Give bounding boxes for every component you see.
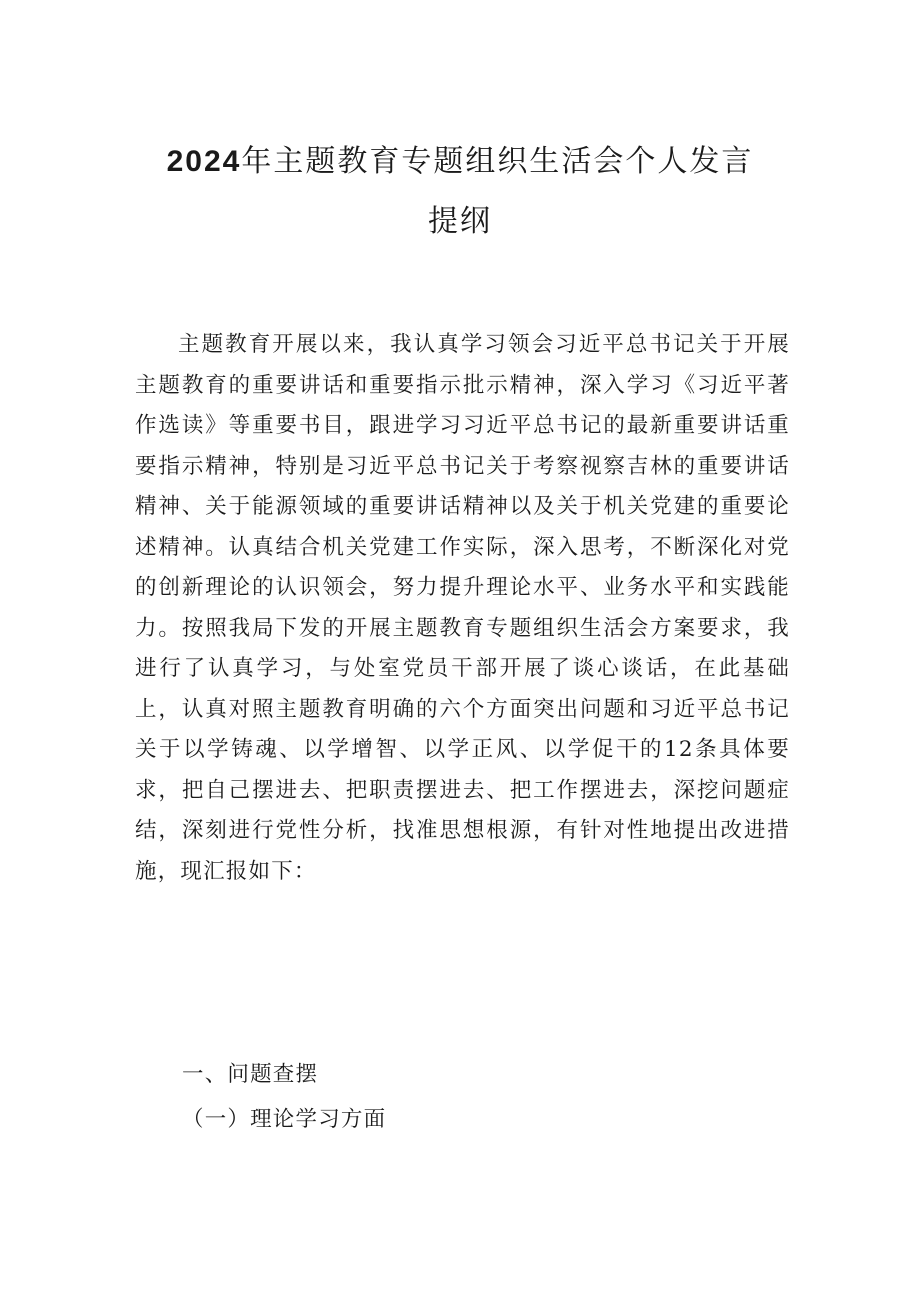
section-heading: 一、问题查摆 xyxy=(182,1062,319,1087)
title-text: 年主题教育专题组织生活会个人发言 xyxy=(241,144,754,179)
intro-paragraph: 主题教育开展以来，我认真学习领会习近平总书记关于开展主题教育的重要讲话和重要指示批示精神，深入学习《习近平著作选读》等重要书目，跟进学习习近平总书记的最新重要讲话重要指示精神，特别是习近平总书记关于考察视察吉林的重要讲话精神、关于能源领域的重要讲话精神以及关于机关党建的重要论述精神。认真结合机关党建工作实际，深入思考，不断深化对党的创新理论的认识领会，努力提升理论水平、业务水平和实践能力。按照我局下发的开展主题教育专题组织生活会方案要求，我进行了认真学习，与处室党员干部开展了谈心谈话，在此基础上，认真对照主题教育明确的六个方面突出问题和习近平总书记关于以学铸魂、以学增智、以学正风、以学促干的12条具体要求，把自己摆进去、把职责摆进去、把工作摆进去，深挖问题症结，深刻进行党性分析，找准思想根源，有针对性地提出改进措施，现汇报如下： xyxy=(135,332,790,884)
subsection-heading: （一）理论学习方面 xyxy=(182,1107,387,1132)
document-title-line-2: 提纲 xyxy=(428,204,492,239)
title-year: 2024 xyxy=(166,145,242,178)
document-title-line-1 xyxy=(120,132,800,192)
